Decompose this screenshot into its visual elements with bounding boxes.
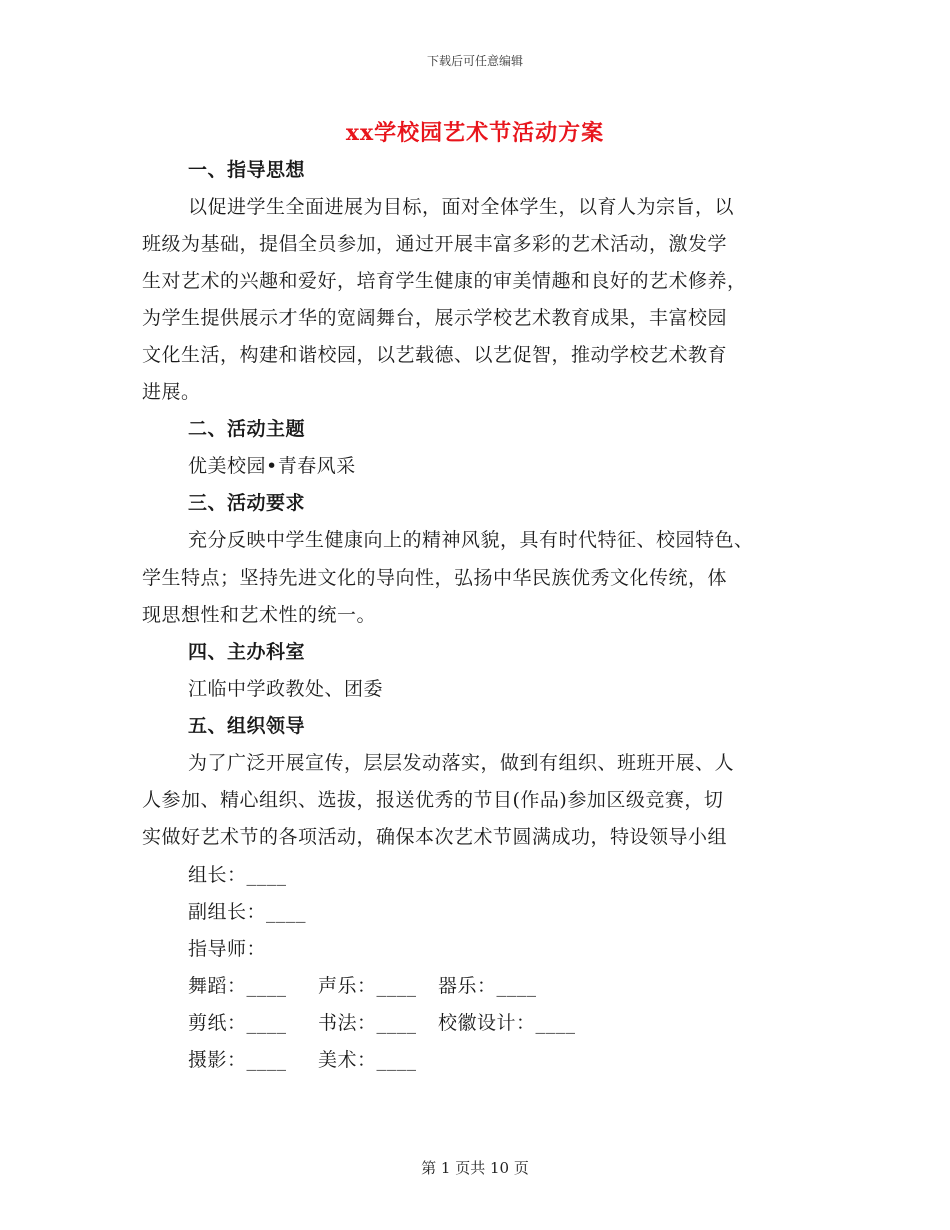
role-vocal: 声乐：____: [318, 975, 417, 997]
role-calligraphy: 书法：____: [318, 1012, 417, 1034]
document-title: xx学校园艺术节活动方案: [345, 120, 605, 146]
paragraph-line: 以促进学生全面进展为目标，面对全体学生，以育人为宗旨，以: [188, 196, 735, 218]
role-fine-art: 美术：____: [318, 1049, 417, 1071]
role-instrumental: 器乐：____: [438, 975, 537, 997]
section-heading-leadership: 五、组织领导: [188, 715, 306, 737]
paragraph-line: 实做好艺术节的各项活动，确保本次艺术节圆满成功，特设领导小组: [142, 826, 728, 848]
section-heading-theme: 二、活动主题: [188, 418, 306, 440]
section-heading-requirements: 三、活动要求: [188, 492, 306, 514]
paragraph-line: 人参加、精心组织、选拔，报送优秀的节目(作品)参加区级竞赛，切: [142, 789, 724, 811]
paragraph-line: 现思想性和艺术性的统一。: [142, 604, 377, 626]
role-paper-cutting: 剪纸：____: [188, 1012, 287, 1034]
role-leader: 组长：____: [188, 864, 287, 886]
paragraph-line: 生对艺术的兴趣和爱好，培育学生健康的审美情趣和良好的艺术修养，: [142, 270, 747, 292]
paragraph-line: 充分反映中学生健康向上的精神风貌，具有时代特征、校园特色、: [188, 529, 754, 551]
paragraph-line: 学生特点；坚持先进文化的导向性，弘扬中华民族优秀文化传统，体: [142, 567, 728, 589]
page-header: 下载后可任意编辑: [426, 54, 523, 68]
paragraph-line: 文化生活，构建和谐校园，以艺载德、以艺促智，推动学校艺术教育: [142, 344, 728, 366]
role-emblem-design: 校徽设计：____: [438, 1012, 576, 1034]
paragraph-line: 优美校园•青春风采: [188, 455, 356, 477]
role-vice-leader: 副组长：____: [188, 901, 307, 923]
paragraph-line: 班级为基础，提倡全员参加，通过开展丰富多彩的艺术活动，激发学: [142, 233, 728, 255]
role-instructor: 指导师：: [188, 938, 267, 960]
paragraph-line: 为学生提供展示才华的宽阔舞台，展示学校艺术教育成果，丰富校园: [142, 307, 728, 329]
paragraph-line: 为了广泛开展宣传，层层发动落实，做到有组织、班班开展、人: [188, 752, 735, 774]
paragraph-line: 进展。: [142, 381, 201, 403]
role-photography: 摄影：____: [188, 1049, 287, 1071]
section-heading-organizer: 四、主办科室: [188, 641, 306, 663]
page-footer: 第 1 页共 10 页: [421, 1159, 529, 1177]
role-dance: 舞蹈：____: [188, 975, 287, 997]
paragraph-line: 江临中学政教处、团委: [188, 678, 384, 700]
section-heading-guiding-ideology: 一、指导思想: [188, 159, 306, 181]
